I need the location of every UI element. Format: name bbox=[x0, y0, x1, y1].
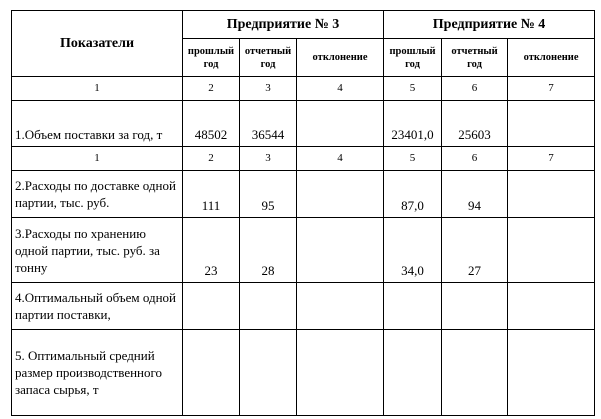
row-label: 4.Оптимальный объем одной партии поставки, bbox=[12, 283, 183, 330]
table-cell bbox=[240, 283, 297, 330]
table-cell: 48502 bbox=[183, 101, 240, 147]
table-cell bbox=[297, 218, 384, 283]
table-cell: 87,0 bbox=[384, 171, 442, 218]
table-row bbox=[12, 101, 595, 147]
column-number: 2 bbox=[183, 147, 240, 171]
table-cell: 36544 bbox=[240, 101, 297, 147]
table-cell bbox=[240, 330, 297, 416]
enterprise-3-header: Предприятие № 3 bbox=[183, 11, 384, 39]
column-number: 1 bbox=[12, 147, 183, 171]
table-cell bbox=[508, 101, 595, 147]
column-number-row bbox=[12, 77, 595, 101]
table-cell bbox=[442, 330, 508, 416]
row-label: 1.Объем поставки за год, т bbox=[12, 101, 183, 147]
table-cell bbox=[297, 171, 384, 218]
table-cell bbox=[297, 101, 384, 147]
table-cell bbox=[508, 330, 595, 416]
table-row bbox=[12, 218, 595, 283]
column-number: 7 bbox=[508, 77, 595, 101]
table-cell: 23 bbox=[183, 218, 240, 283]
column-number: 3 bbox=[240, 147, 297, 171]
table-row bbox=[12, 283, 595, 330]
row-label: 3.Расходы по хранению одной партии, тыс. руб. за тонну bbox=[12, 218, 183, 283]
table-cell bbox=[297, 283, 384, 330]
column-number: 3 bbox=[240, 77, 297, 101]
column-number: 4 bbox=[297, 147, 384, 171]
table-cell: 25603 bbox=[442, 101, 508, 147]
table-cell: 28 bbox=[240, 218, 297, 283]
column-number: 7 bbox=[508, 147, 595, 171]
column-number: 5 bbox=[384, 77, 442, 101]
table-cell: 94 bbox=[442, 171, 508, 218]
table-cell bbox=[442, 283, 508, 330]
table-cell: 23401,0 bbox=[384, 101, 442, 147]
table-cell bbox=[183, 283, 240, 330]
table-cell bbox=[384, 283, 442, 330]
enterprise-4-header: Предприятие № 4 bbox=[384, 11, 595, 39]
table-cell: 111 bbox=[183, 171, 240, 218]
table-cell: 27 bbox=[442, 218, 508, 283]
column-number: 6 bbox=[442, 147, 508, 171]
table-cell bbox=[297, 330, 384, 416]
table-cell bbox=[508, 171, 595, 218]
indicators-header: Показатели bbox=[12, 11, 183, 77]
table-row bbox=[12, 330, 595, 416]
indicators-table bbox=[11, 10, 595, 416]
e4-prev-year-header: прошлый год bbox=[384, 39, 442, 77]
column-number: 4 bbox=[297, 77, 384, 101]
e3-prev-year-header: прошлый год bbox=[183, 39, 240, 77]
column-number: 6 bbox=[442, 77, 508, 101]
e4-report-year-header: отчетный год bbox=[442, 39, 508, 77]
column-number: 5 bbox=[384, 147, 442, 171]
table-cell bbox=[183, 330, 240, 416]
e4-deviation-header: отклонение bbox=[508, 39, 595, 77]
row-label: 5. Оптимальный средний размер производственного запаса сырья, т bbox=[12, 330, 183, 416]
table-cell bbox=[508, 218, 595, 283]
table-row bbox=[12, 171, 595, 218]
table-cell bbox=[384, 330, 442, 416]
row-label: 2.Расходы по доставке одной партии, тыс. руб. bbox=[12, 171, 183, 218]
column-number: 2 bbox=[183, 77, 240, 101]
e3-deviation-header: отклонение bbox=[297, 39, 384, 77]
table-cell: 34,0 bbox=[384, 218, 442, 283]
table-cell bbox=[508, 283, 595, 330]
e3-report-year-header: отчетный год bbox=[240, 39, 297, 77]
column-number: 1 bbox=[12, 77, 183, 101]
table-cell: 95 bbox=[240, 171, 297, 218]
column-number-row bbox=[12, 147, 595, 171]
